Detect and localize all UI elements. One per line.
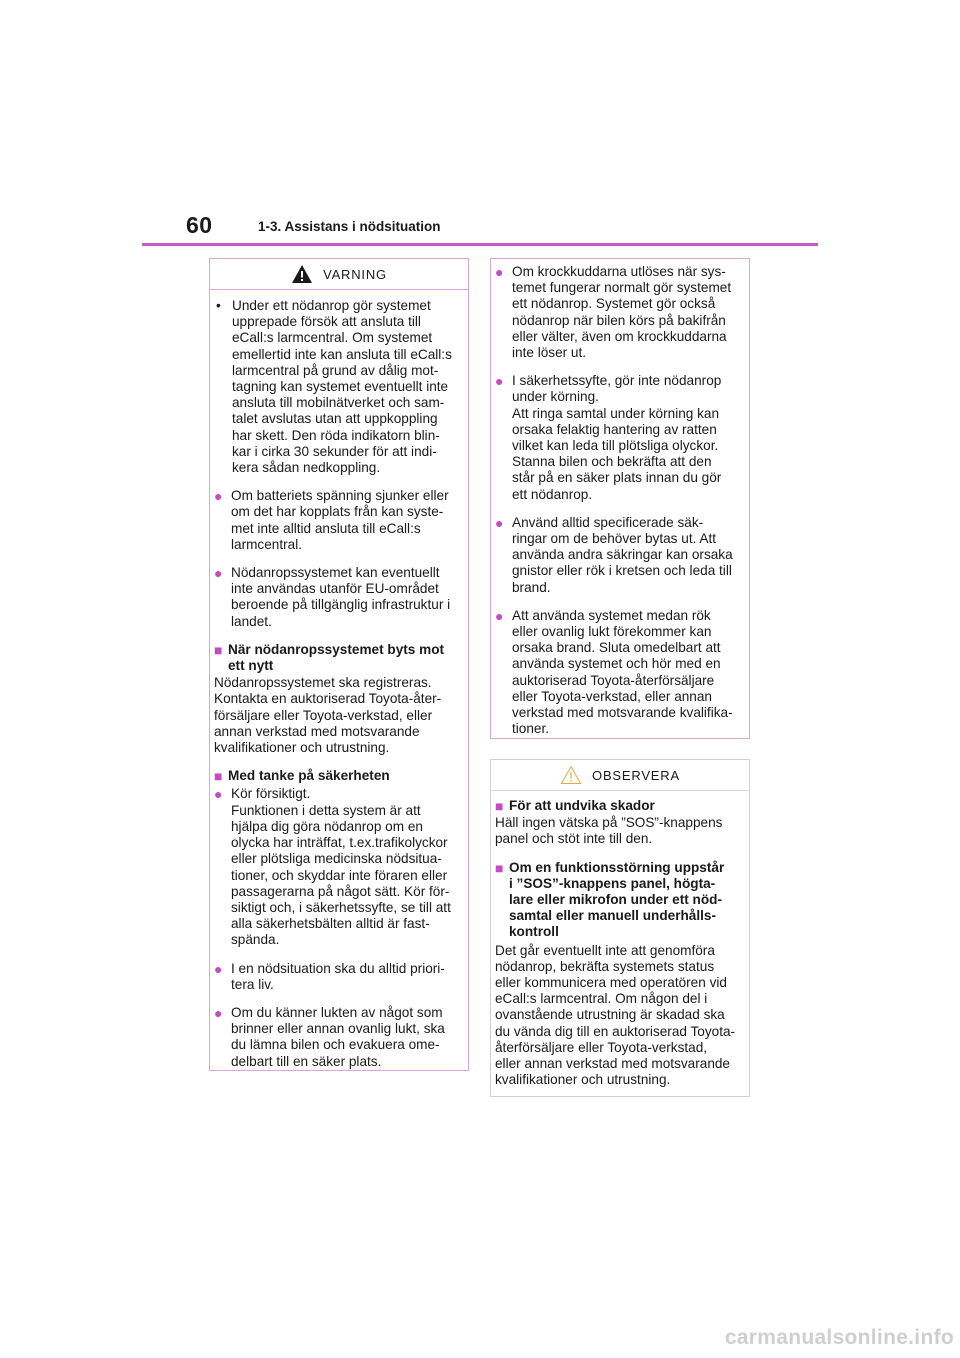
bullet-icon: ● [214,1004,223,1021]
warning-triangle-icon [291,264,313,284]
header-rule [142,243,818,246]
square-bullet-icon: ■ [495,798,504,814]
page-number: 60 [186,212,213,238]
list-item: ● Kör försiktigt. Funktionen i detta system är att hjälpa dig göra nödanrop om en olycka har inträffat, t.ex.trafikolyckor eller plötsliga medicinska nödsitua- tioner, och skyddar inte föraren eller passagerarna på något sätt. Kör för- siktigt och, i säkerhetssyfte, se till att alla säkerhetsbälten alltid är fast- spända. [214,786,451,948]
bullet-icon: ● [495,514,504,531]
watermark: carmanualsonline.info [724,1326,954,1349]
dash-item [214,298,462,476]
bullet-icon: ● [214,488,223,505]
warning-box [209,258,469,1071]
caution-triangle-icon [560,765,582,785]
section-heading: ■ Med tanke på säkerheten [214,768,390,785]
safety-section [214,768,462,784]
bullet-icon: ● [495,373,504,390]
bullet-icon: ● [495,607,504,624]
list-item: ● Använd alltid specificerade säk- ringar om de behöver bytas ut. Att använda andra säkringar kan orsaka gnistor eller rök i kretsen och leda till brand. [495,514,733,595]
notice-title: OBSERVERA [592,767,680,783]
section-text: Det går eventuellt inte att genomföra nödanrop, bekräfta systemets status eller kommunicera med operatören vid eCall:s larmcentral. Om någon del i ovanstående utrustning är skadad ska du vända dig till en auktoriserad Toyota- återförsäljare eller Toyota-verkstad, eller annan verkstad med motsvarande kvalifikationer och utrustning. [495,942,736,1088]
notice-box [490,759,750,1097]
section-heading: ■ Om en funktionsstörning uppstår i ”SOS”-knappens panel, högta- lare eller mikrofon under ett nöd- samtal eller manuell underhålls- kontroll [495,859,725,940]
malfunction-section [495,860,743,1089]
list-item: ● Nödanropssystemet kan eventuellt inte användas utanför EU-området beroende på tillgänglig infrastruktur i landet. [214,565,451,629]
list-item: ● Om krockkuddarna utlöses när sys- temet fungerar normalt gör systemet ett nödanrop. Systemet gör också nödanrop när bilen körs på bakifrån eller välter, även om krockkuddarna inte löser ut. [495,264,732,361]
bullet-icon: ● [495,264,504,280]
bullet-icon: ● [214,786,223,803]
warning-header [210,259,468,290]
bullet-icon: ● [214,960,223,977]
square-bullet-icon: ■ [214,641,223,658]
section-title: 1-3. Assistans i nödsituation [258,219,441,234]
list-item: ● I säkerhetssyfte, gör inte nödanrop under körning. Att ringa samtal under körning kan orsaka felaktig hantering av ratten vilket kan leda till plötsliga olyckor. Stanna bilen och bekräfta att den står på en säker plats innan du gör ett nödanrop. [495,373,722,502]
list-item: ● Om batteriets spänning sjunker eller om det har kopplats från kan syste- met inte alltid ansluta till eCall:s larmcentral. [214,488,449,552]
section-heading: ■ När nödanropssystemet byts mot ett nytt [214,641,445,674]
section-heading: ■ För att undvika skador [495,798,655,814]
square-bullet-icon: ■ [214,768,223,785]
dash-marker: • [216,298,221,313]
section-text: Häll ingen vätska på ”SOS”-knappens panel och stöt inte till den. [495,815,723,847]
damage-section [495,798,743,848]
bullet-icon: ● [214,565,223,582]
replacement-section [214,642,462,756]
list-item: ● Att använda systemet medan rök eller ovanlig lukt förekommer kan orsaka brand. Sluta omedelbart att använda systemet och hör med en auktoriserad Toyota-återförsäljare eller Toyota-verkstad, eller annan verkstad med motsvarande kvalifika- tioner. [495,607,733,737]
dash-item-text: Under ett nödanrop gör systemet upprepade försök att ansluta till eCall:s larmcentral. Om systemet emellertid inte kan ansluta till eCall:s larmcentral på grund av dålig mot- tagning kan systemet eventuellt inte ansluta till mobilnätverket och sam- talet avslutas utan att uppkoppling har skett. Den röda indikatorn blin- kar i cirka 30 sekunder för att indi- kera sådan nedkoppling. [232,298,452,476]
list-item: ● I en nödsituation ska du alltid priori- tera liv. [214,960,445,992]
section-text: Nödanropssystemet ska registreras. Kontakta en auktoriserad Toyota-åter- försäljare eller Toyota-verkstad, eller annan verkstad med motsvarande kvalifikationer och utrustning. [214,675,442,756]
warning-box-continued [490,258,750,739]
notice-header [491,760,749,791]
square-bullet-icon: ■ [495,859,504,876]
warning-title: VARNING [323,266,387,282]
list-item: ● Om du känner lukten av något som brinner eller annan ovanlig lukt, ska du lämna bilen och evakuera ome- delbart till en säker plats. [214,1004,445,1069]
